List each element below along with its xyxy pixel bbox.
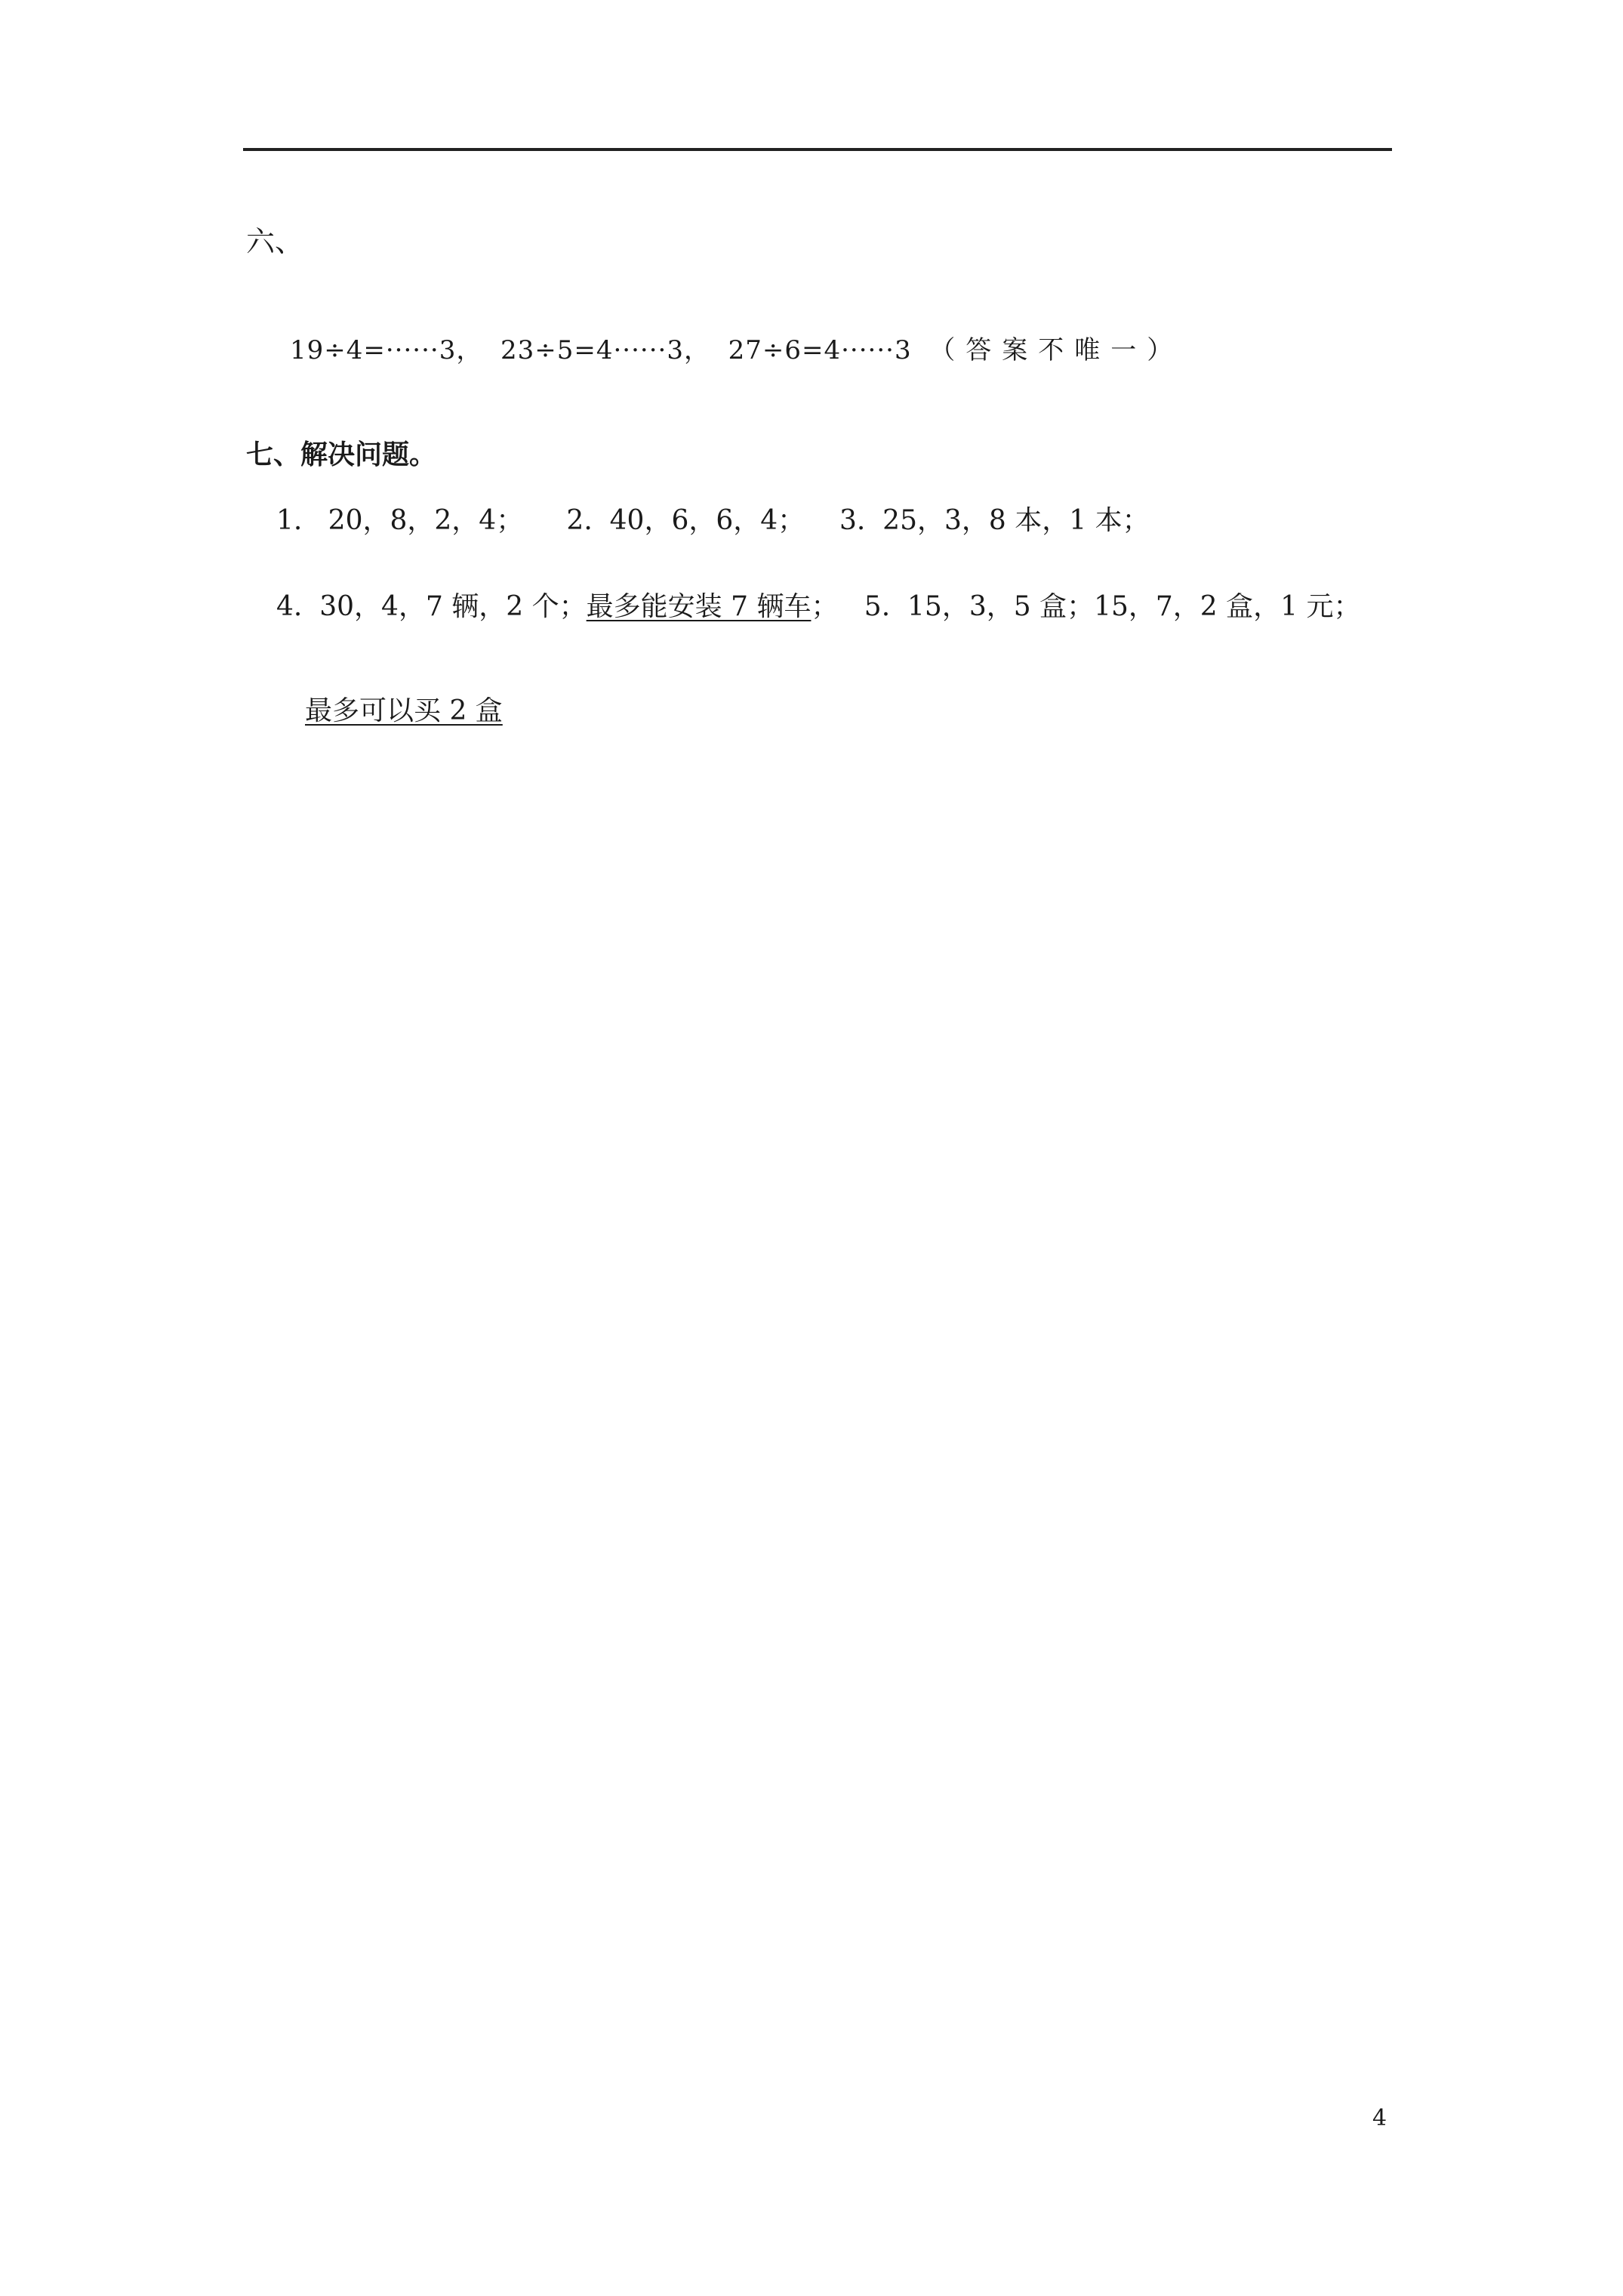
underlined-answer-4: 最多能安装 7 辆车 xyxy=(586,591,812,622)
page-number: 4 xyxy=(1372,2105,1387,2131)
section-6-answers xyxy=(290,334,1183,367)
answers-line-1: 1. 20，8，2，4； 2. 40，6，6，4； 3. 25，3，8 本，1 本； xyxy=(276,505,1150,536)
answer-note: （答案不唯一） xyxy=(929,335,1184,365)
answers-line-2 xyxy=(276,590,1361,624)
equation-2: 23÷5=4······3， xyxy=(500,335,710,365)
section-7-heading: 七、解决问题。 xyxy=(246,439,437,470)
answers-line-2-prefix: 4. 30，4，7 辆，2 个； xyxy=(276,591,587,622)
equation-3: 27÷6=4······3 xyxy=(728,335,912,365)
answers-line-3 xyxy=(305,695,503,728)
underlined-answer-5: 最多可以买 2 盒 xyxy=(305,695,503,726)
section-6-heading: 六、 xyxy=(246,225,304,258)
answers-line-2-suffix: ； 5. 15，3，5 盒；15，7，2 盒，1 元； xyxy=(811,591,1361,622)
equation-1: 19÷4=······3， xyxy=(290,335,483,365)
header-rule xyxy=(243,148,1392,151)
